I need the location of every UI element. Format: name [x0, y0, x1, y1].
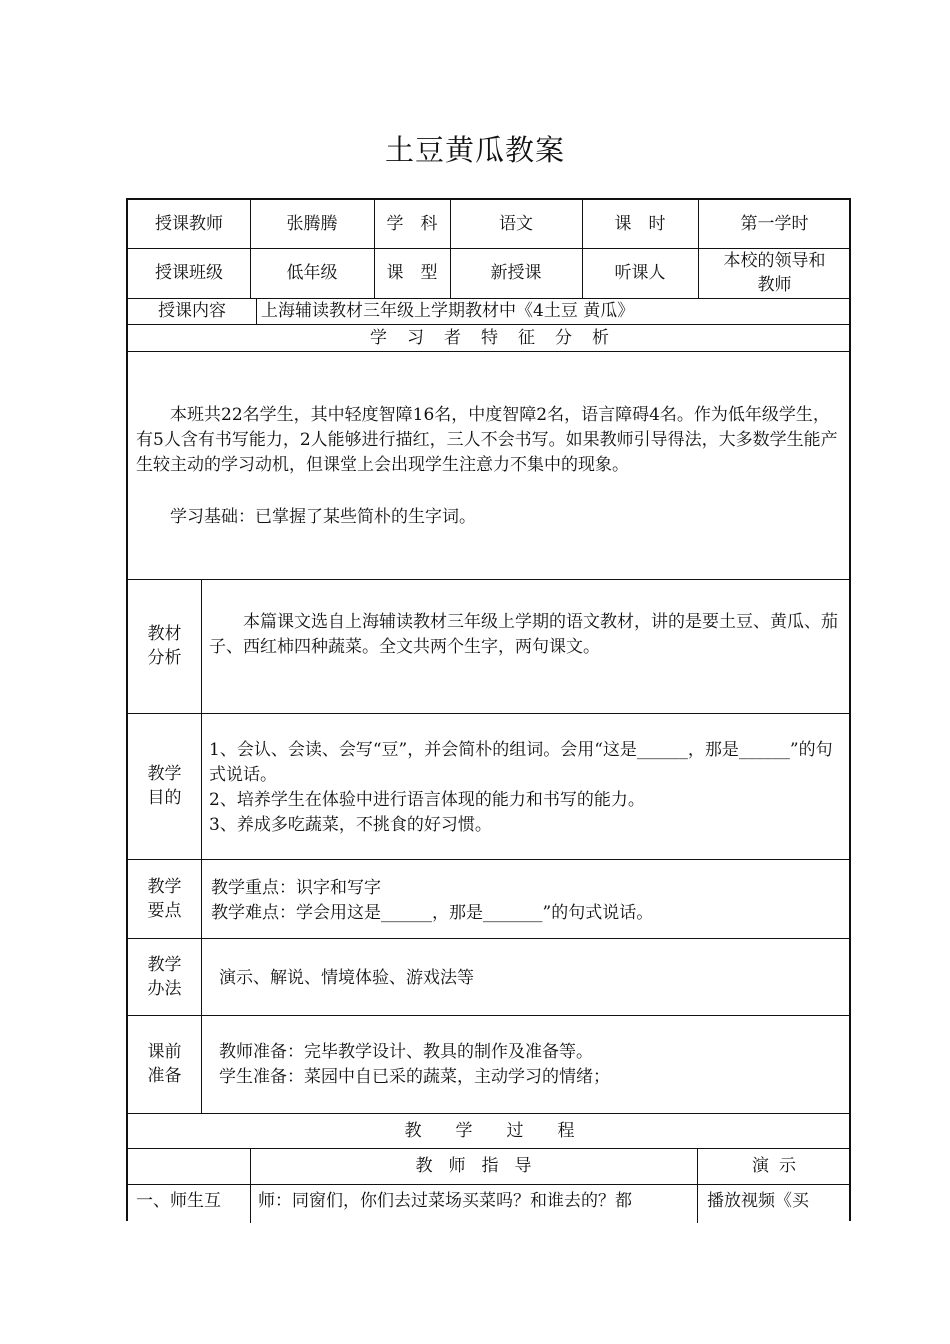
material-label-1: 教材	[147, 624, 182, 644]
learner-header: 学习者特征分析	[370, 327, 629, 348]
rule-row4	[128, 351, 851, 352]
listener-line-1: 本校的领导和	[723, 251, 826, 271]
period-label: 课 时	[614, 214, 666, 234]
material-label-2: 分析	[147, 648, 182, 668]
process-step-1: 一、师生互	[136, 1191, 221, 1211]
listener-value	[698, 248, 851, 298]
focus-label-2: 要点	[147, 900, 182, 921]
period-value: 第一学时	[740, 214, 809, 234]
process-demo-1: 播放视频《买	[707, 1191, 809, 1211]
listener-line-2: 教师	[757, 275, 792, 295]
rule-row9	[128, 1015, 851, 1016]
learner-paragraph-2: 学习基础：已掌握了某些简朴的生字词。	[170, 507, 476, 527]
process-header: 教学过程	[404, 1120, 609, 1141]
process-col-demo: 演示	[752, 1156, 806, 1176]
lesson-plan-table	[126, 198, 851, 1221]
content-label: 授课内容	[158, 301, 226, 321]
goal-item-1: 1、会认、会读、会写“豆”，并会简朴的组词。会用“这是______，那是______”的句式说话。	[209, 740, 833, 785]
material-label	[128, 579, 201, 713]
focus-text	[211, 876, 845, 926]
methods-label	[128, 938, 201, 1015]
focus-difficult: 教学难点：学会用这是______，那是_______”的句式说话。	[211, 903, 654, 923]
prep-label-2: 准备	[147, 1066, 182, 1086]
prep-label	[128, 1015, 201, 1113]
class-value: 低年级	[286, 263, 338, 283]
methods-text: 演示、解说、情境体验、游戏法等	[219, 968, 474, 988]
prep-text	[219, 1040, 845, 1090]
teacher-value: 张腾腾	[286, 214, 338, 234]
methods-label-1: 教学	[147, 954, 182, 975]
goals-label	[128, 713, 201, 859]
goal-item-2: 2、培养学生在体验中进行语言体现的能力和书写的能力。	[209, 790, 645, 810]
prep-label-1: 课前	[147, 1042, 182, 1062]
focus-key: 教学重点：识字和写字	[211, 878, 381, 898]
prep-student: 学生准备：菜园中自已采的蔬菜，主动学习的情绪；	[219, 1067, 610, 1087]
subject-label: 学 科	[386, 214, 438, 234]
goal-item-3: 3、养成多吃蔬菜，不挑食的好习惯。	[209, 815, 492, 835]
learner-paragraph-1: 本班共22名学生，其中轻度智障16名，中度智障2名，语言障碍4名。作为低年级学生，有5人含有书写能力，2人能够进行描红，三人不会书写。如果教师引导得法，大多数学生能产生较主动的学习动机，但课堂上会出现学生注意力不集中的现象。	[136, 405, 838, 475]
material-text: 本篇课文选自上海辅读教材三年级上学期的语文教材，讲的是要土豆、黄瓜、茄子、西红柿四种蔬菜。全文共两个生字，两句课文。	[209, 612, 838, 657]
rule-row7	[128, 859, 851, 860]
goals-label-1: 教学	[147, 764, 182, 784]
teacher-label: 授课教师	[155, 214, 223, 234]
methods-label-2: 办法	[147, 978, 182, 999]
prep-teacher: 教师准备：完毕教学设计、教具的制作及准备等。	[219, 1042, 593, 1062]
goals-label-2: 目的	[147, 788, 182, 808]
rule-row6	[128, 713, 851, 714]
class-label: 授课班级	[155, 263, 223, 283]
page-title: 土豆黄瓜教案	[384, 133, 565, 167]
rule-row8	[128, 938, 851, 939]
listener-label: 听课人	[614, 263, 666, 283]
type-value: 新授课	[490, 263, 542, 283]
subject-value: 语文	[499, 214, 533, 234]
content-value: 上海辅读教材三年级上学期教材中《4土豆 黄瓜》	[261, 301, 635, 321]
focus-label	[128, 859, 201, 938]
rule-row5	[128, 579, 851, 580]
focus-label-1: 教学	[147, 876, 182, 897]
type-label: 课 型	[386, 263, 438, 283]
col-rule-labels	[201, 579, 202, 1113]
process-col-guide: 教师指导	[415, 1156, 548, 1176]
process-guide-1: 师：同窗们，你们去过菜场买菜吗？和谁去的？都	[258, 1191, 632, 1211]
goals-list	[209, 738, 845, 838]
